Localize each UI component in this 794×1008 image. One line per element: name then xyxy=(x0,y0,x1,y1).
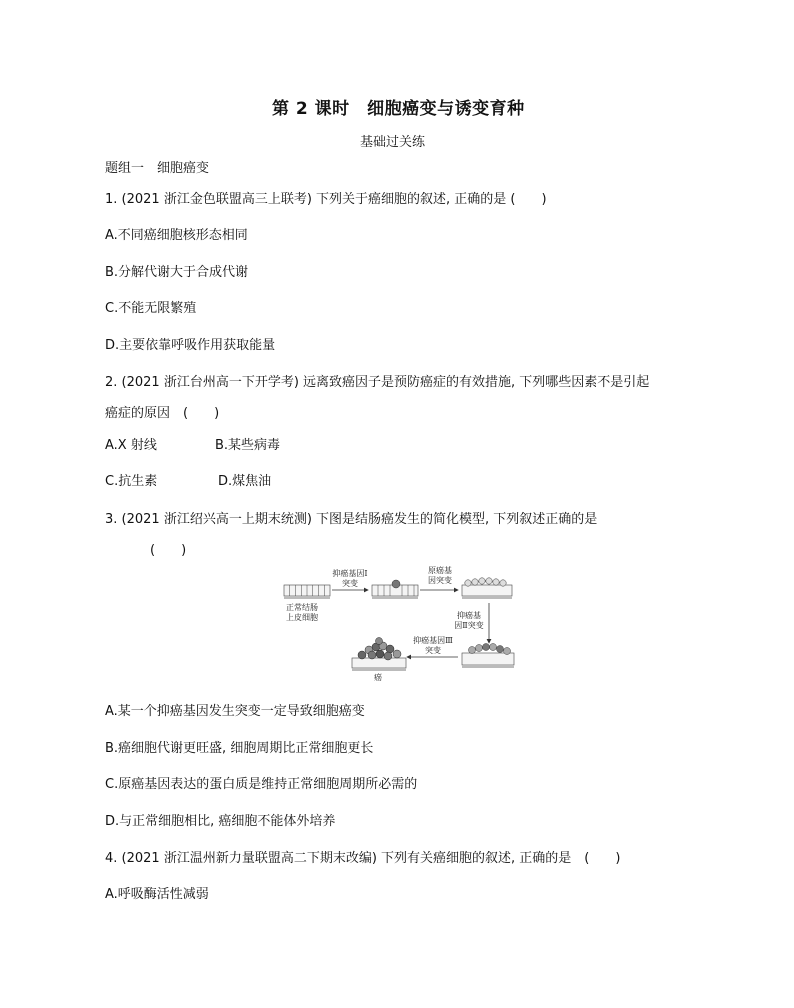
fig-label-arrow3: 抑癌基 因Ⅱ突变 xyxy=(454,611,484,630)
q2-option-b: B.某些病毒 xyxy=(215,438,281,453)
q1-option-d: D.主要依靠呼吸作用获取能量 xyxy=(105,338,276,353)
colon-cancer-figure xyxy=(282,565,522,685)
stage2-cells xyxy=(372,580,418,599)
q2-stem-line2: 癌症的原因 ( ) xyxy=(105,406,220,421)
q4-stem: 4. (2021 浙江温州新力量联盟高二下期末改编) 下列有关癌细胞的叙述, 正确的是 ( ) xyxy=(105,851,621,866)
q1-option-b: B.分解代谢大于合成代谢 xyxy=(105,265,249,280)
q3-option-a: A.某一个抑癌基因发生突变一定导致细胞癌变 xyxy=(105,704,365,719)
q2-option-c: C.抗生素 xyxy=(105,474,158,489)
q3-stem-line2: ( ) xyxy=(150,543,187,558)
q1-option-c: C.不能无限繁殖 xyxy=(105,301,197,316)
q2-option-a: A.X 射线 xyxy=(105,438,157,453)
q2-option-d: D.煤焦油 xyxy=(218,474,272,489)
fig-label-arrow1: 抑癌基因Ⅰ 突变 xyxy=(332,569,368,588)
q1-option-a: A.不同癌细胞核形态相同 xyxy=(105,228,248,243)
tumor-cells xyxy=(352,638,406,672)
fig-label-arrow2: 原癌基 因突变 xyxy=(428,566,452,585)
q2-stem-line1: 2. (2021 浙江台州高一下开学考) 远离致癌因子是预防癌症的有效措施, 下列哪些因素不是引起 xyxy=(105,375,650,390)
q4-option-a: A.呼吸酶活性减弱 xyxy=(105,887,209,902)
page-title: 第 2 课时 细胞癌变与诱变育种 xyxy=(272,99,525,119)
stage3-cells xyxy=(462,578,512,599)
q3-option-b: B.癌细胞代谢更旺盛, 细胞周期比正常细胞更长 xyxy=(105,741,374,756)
q3-option-c: C.原癌基因表达的蛋白质是维持正常细胞周期所必需的 xyxy=(105,777,418,792)
q3-option-d: D.与正常细胞相比, 癌细胞不能体外培养 xyxy=(105,814,336,829)
normal-epithelium-cells xyxy=(284,585,330,599)
q1-stem: 1. (2021 浙江金色联盟高三上联考) 下列关于癌细胞的叙述, 正确的是 ( ) xyxy=(105,192,547,207)
page-subtitle: 基础过关练 xyxy=(360,135,426,150)
q3-stem-line1: 3. (2021 浙江绍兴高一上期末统测) 下图是结肠癌发生的简化模型, 下列叙述正确的是 xyxy=(105,512,598,527)
fig-label-arrow4: 抑癌基因Ⅲ 突变 xyxy=(413,636,453,655)
stage4-cells xyxy=(462,644,514,669)
group-heading: 题组一 细胞癌变 xyxy=(105,161,210,176)
fig-label-normal: 正常结肠 上皮细胞 xyxy=(286,603,318,622)
fig-label-cancer: 癌 xyxy=(374,673,382,682)
